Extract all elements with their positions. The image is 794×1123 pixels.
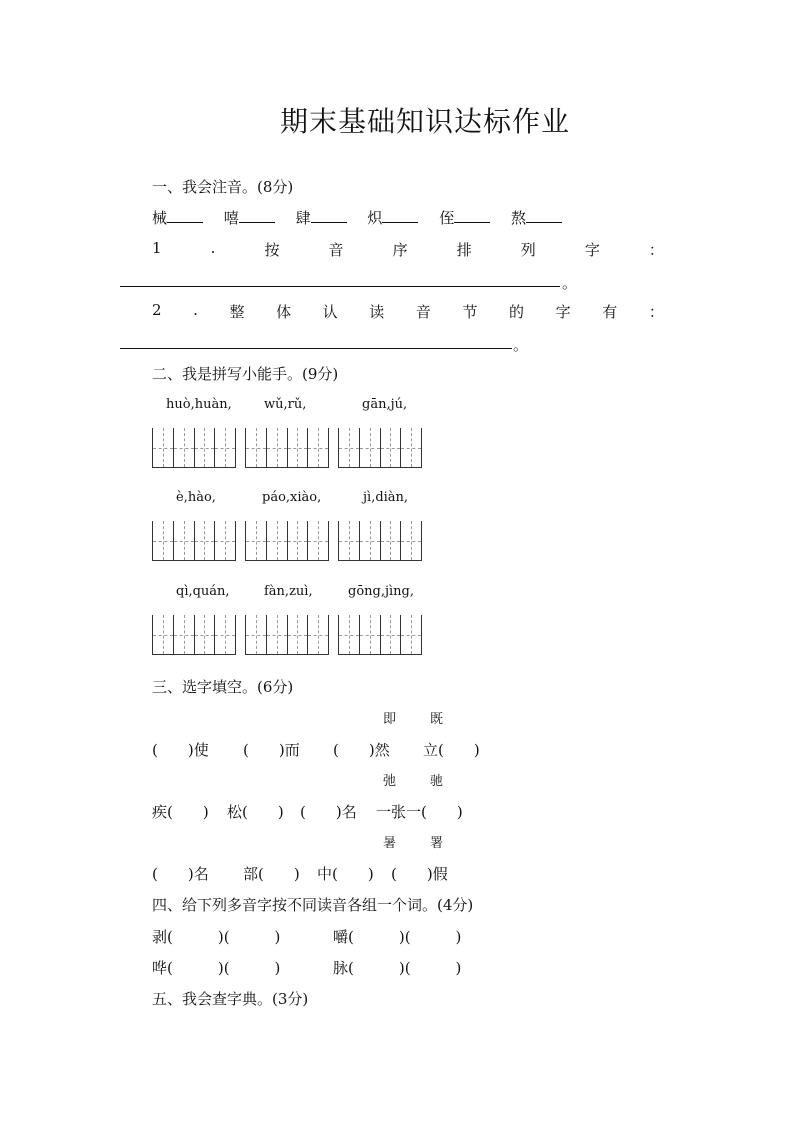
section2-heading: 二、我是拼写小能手。(9分)	[152, 365, 339, 383]
fill-item[interactable]: ( )然	[333, 741, 390, 759]
option-char: 署	[430, 836, 444, 851]
writing-grid[interactable]	[245, 428, 329, 468]
writing-grid[interactable]	[152, 521, 236, 561]
pinyin-blank-1[interactable]	[167, 208, 203, 223]
polyphone-item[interactable]: 哗( )( )	[152, 959, 281, 977]
fill-item[interactable]: ( )名	[152, 865, 209, 883]
writing-grid[interactable]	[152, 615, 236, 655]
pinyin-label: gān,jú,	[362, 397, 408, 412]
option-char: 即	[383, 712, 397, 727]
pinyin-label: wǔ,rǔ,	[264, 397, 307, 412]
polyphone-item[interactable]: 脉( )( )	[333, 959, 462, 977]
pinyin-label: páo,xiào,	[262, 490, 322, 505]
pinyin-label: jì,diàn,	[363, 490, 409, 505]
polyphone-item[interactable]: 剥( )( )	[152, 928, 281, 946]
pinyin-label: huò,huàn,	[166, 397, 232, 412]
pinyin-blank-6[interactable]	[526, 208, 562, 223]
section5-heading: 五、我会查字典。(3分)	[152, 990, 309, 1008]
answer-line-1[interactable]	[120, 286, 560, 287]
fill-item[interactable]: 部( )	[243, 865, 300, 883]
fill-item[interactable]: 松( )	[227, 803, 284, 821]
fill-item[interactable]: ( )名	[300, 803, 357, 821]
pinyin-label: qì,quán,	[176, 584, 230, 599]
pinyin-blank-5[interactable]	[454, 208, 490, 223]
writing-grid[interactable]	[338, 521, 422, 561]
char-1: 械	[152, 209, 168, 227]
option-char: 驰	[430, 774, 444, 789]
option-char: 既	[430, 712, 444, 727]
char-3: 肆	[295, 209, 311, 227]
pinyin-label: gōng,jìng,	[348, 584, 414, 599]
fill-item[interactable]: ( )假	[391, 865, 448, 883]
writing-grid[interactable]	[338, 615, 422, 655]
pinyin-label: fàn,zuì,	[264, 584, 313, 599]
fill-item[interactable]: 立( )	[423, 741, 480, 759]
char-5: 侄	[439, 209, 455, 227]
writing-grid[interactable]	[245, 521, 329, 561]
answer-line-1-end: 。	[562, 274, 578, 292]
fill-item[interactable]: 中( )	[317, 865, 374, 883]
question-1-prompt: 1 . 按 音 序 排 列 字 ：	[152, 239, 664, 259]
char-4: 炽	[367, 209, 383, 227]
option-char: 弛	[383, 774, 397, 789]
fill-item[interactable]: 疾( )	[152, 803, 209, 821]
section1-heading: 一、我会注音。(8分)	[152, 178, 294, 196]
fill-item[interactable]: ( )而	[243, 741, 300, 759]
pinyin-blank-2[interactable]	[239, 208, 275, 223]
answer-line-2[interactable]	[120, 348, 512, 349]
char-6: 熬	[510, 209, 526, 227]
pinyin-blank-4[interactable]	[382, 208, 418, 223]
writing-grid[interactable]	[245, 615, 329, 655]
polyphone-item[interactable]: 嚼( )( )	[333, 928, 462, 946]
writing-grid[interactable]	[152, 428, 236, 468]
section3-heading: 三、选字填空。(6分)	[152, 678, 294, 696]
question-2-prompt: 2 . 整 体 认 读 音 节 的 字 有 ：	[152, 301, 664, 321]
page-title: 期末基础知识达标作业	[279, 105, 570, 138]
pinyin-char-row	[152, 207, 578, 228]
pinyin-blank-3[interactable]	[311, 208, 347, 223]
fill-item[interactable]: 一张一( )	[376, 803, 463, 821]
option-char: 暑	[383, 836, 397, 851]
pinyin-label: è,hào,	[176, 490, 216, 505]
fill-item[interactable]: ( )使	[152, 741, 209, 759]
char-2: 嘻	[223, 209, 239, 227]
section4-heading: 四、给下列多音字按不同读音各组一个词。(4分)	[152, 896, 474, 914]
writing-grid[interactable]	[338, 428, 422, 468]
answer-line-2-end: 。	[513, 336, 529, 354]
